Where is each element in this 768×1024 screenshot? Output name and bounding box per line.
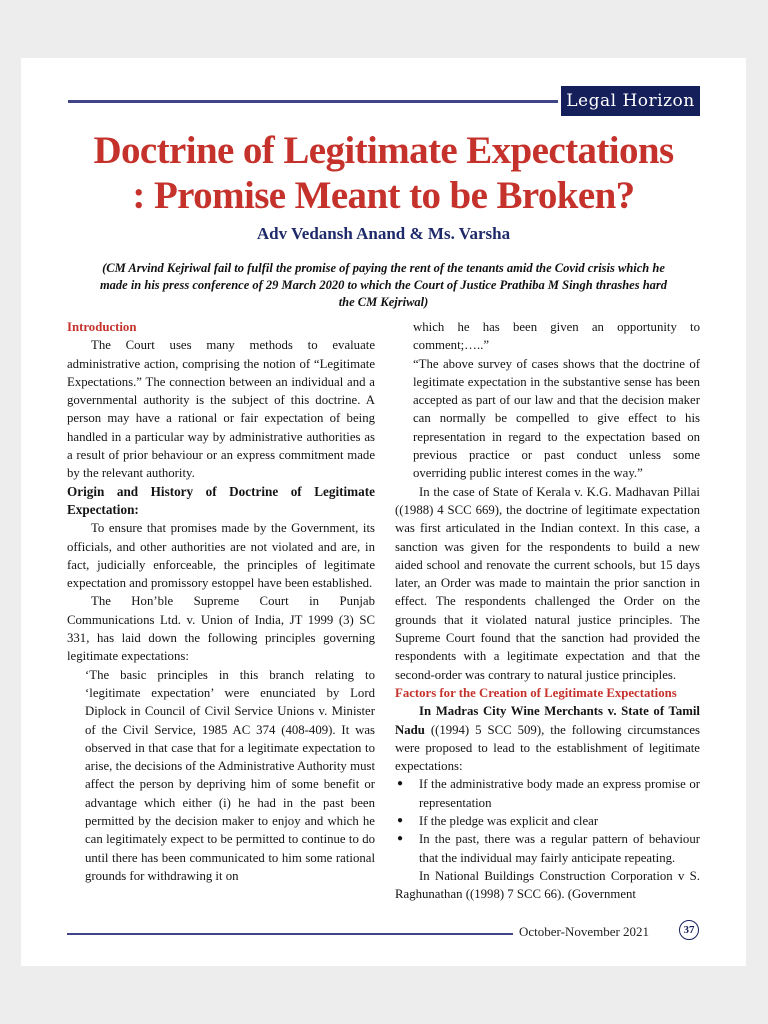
madras-paragraph — [395, 702, 700, 775]
footer-rule — [67, 933, 513, 935]
brand-banner: Legal Horizon — [561, 86, 700, 116]
article-subtitle: (CM Arvind Kejriwal fail to fulfil the promise of paying the rent of the tenants amid the Covid crisis which he made in his press conference of 29 March 2020 to which the Court of Justice Prathiba M Singh thrashes hard the CM Kejriwal) — [99, 261, 668, 309]
intro-paragraph: The Court uses many methods to evaluate administrative action, comprising the notion of “Legitimate Expectations.” The connection between an individual and a governmental authority is the subject of this doctrine. A person may have a rational or fair expectation of being handled in a particular way by administrative authorities as a result of prior behaviour or an express commitment made by the relevant authority. — [67, 338, 375, 481]
title-line-1: Doctrine of Legitimate Expectations — [93, 129, 674, 172]
issue-date: October-November 2021 — [519, 924, 650, 939]
factors-heading: Factors for the Creation of Legitimate Expectations — [395, 685, 677, 700]
nbcc-paragraph: In National Buildings Construction Corporation v S. Raghunathan ((1998) 7 SCC 66). (Government — [395, 868, 700, 902]
bullet-text: In the past, there was a regular pattern of behaviour that the individual may fairly anticipate repeating. — [419, 832, 700, 865]
quote-continuation: which he has been given an opportunity to comment;…..” — [413, 320, 700, 353]
origin-heading: Origin and History of Doctrine of Legitimate Expectation: — [67, 483, 375, 517]
madras-case-name: In Madras City Wine Merchants v. State of Tamil Nadu — [395, 704, 700, 737]
factor-bullet — [395, 812, 700, 830]
right-column — [395, 318, 700, 904]
survey-quote: “The above survey of cases shows that the doctrine of legitimate expectation in the substantive sense has been accepted as part of our law and that the decision maker can normally be compelled to give effect to his representation in regard to the expectation based on previous practice or past conduct unless some overriding public interest comes in the way.” — [413, 356, 700, 481]
kerala-paragraph: In the case of State of Kerala v. K.G. Madhavan Pillai ((1988) 4 SCC 669), the doctrine of legitimate expectation was first articulated in the Indian context. In this case, a sanction was given for the respondents to build a new aided school and renovate the current schools, but 15 days later, an Order was made to maintain the prior sanction in effect. The respondents challenged the Order on the grounds that it violated natural justice principles. The Supreme Court found that the sanction had provided the respondents with a legitimate expectation and that the second-order was contrary to natural justice principles. — [395, 484, 700, 682]
title-line-2: : Promise Meant to be Broken? — [132, 174, 635, 217]
page-number: 37 — [679, 920, 699, 940]
intro-heading: Introduction — [67, 320, 137, 334]
madras-text: ((1994) 5 SCC 509), the following circumstances were proposed to lead to the establishment of legitimate expectations: — [395, 722, 700, 774]
article-title — [21, 128, 746, 218]
header-rule — [68, 100, 558, 103]
bullet-dot: ● — [397, 833, 404, 845]
bullet-dot: ● — [397, 778, 404, 790]
article-authors: Adv Vedansh Anand & Ms. Varsha — [256, 224, 511, 243]
magazine-page — [21, 58, 746, 966]
origin-paragraph: To ensure that promises made by the Government, its officials, and other authorities are not violated and are, in fact, judicially enforceable, the principles of legitimate expectation and promissory estoppel have been established. — [67, 521, 375, 591]
punjab-paragraph: The Hon’ble Supreme Court in Punjab Communications Ltd. v. Union of India, JT 1999 (3) SC 331, has laid down the following principles governing legitimate expectations: — [67, 594, 375, 664]
bullet-dot: ● — [397, 815, 404, 827]
bullet-text: If the administrative body made an express promise or representation — [419, 777, 700, 810]
bullet-text: If the pledge was explicit and clear — [419, 814, 599, 829]
diplock-quote: ‘The basic principles in this branch relating to ‘legitimate expectation’ were enunciated by Lord Diplock in Council of Civil Service Unions v. Minister of the Civil Service, 1985 AC 374 (408-409). It was observed in that case that for a legitimate expectation to arise, the decisions of the Administrative Authority must affect the person by depriving him of some benefit or advantage which either (i) he had in the past been permitted by the decision maker to enjoy and which he can legitimately expect to be permitted to continue to do until there has been communicated to him some rational grounds for withdrawing it on — [85, 667, 375, 883]
left-column — [67, 318, 375, 885]
factor-bullet — [395, 830, 700, 867]
factor-bullet — [395, 775, 700, 812]
